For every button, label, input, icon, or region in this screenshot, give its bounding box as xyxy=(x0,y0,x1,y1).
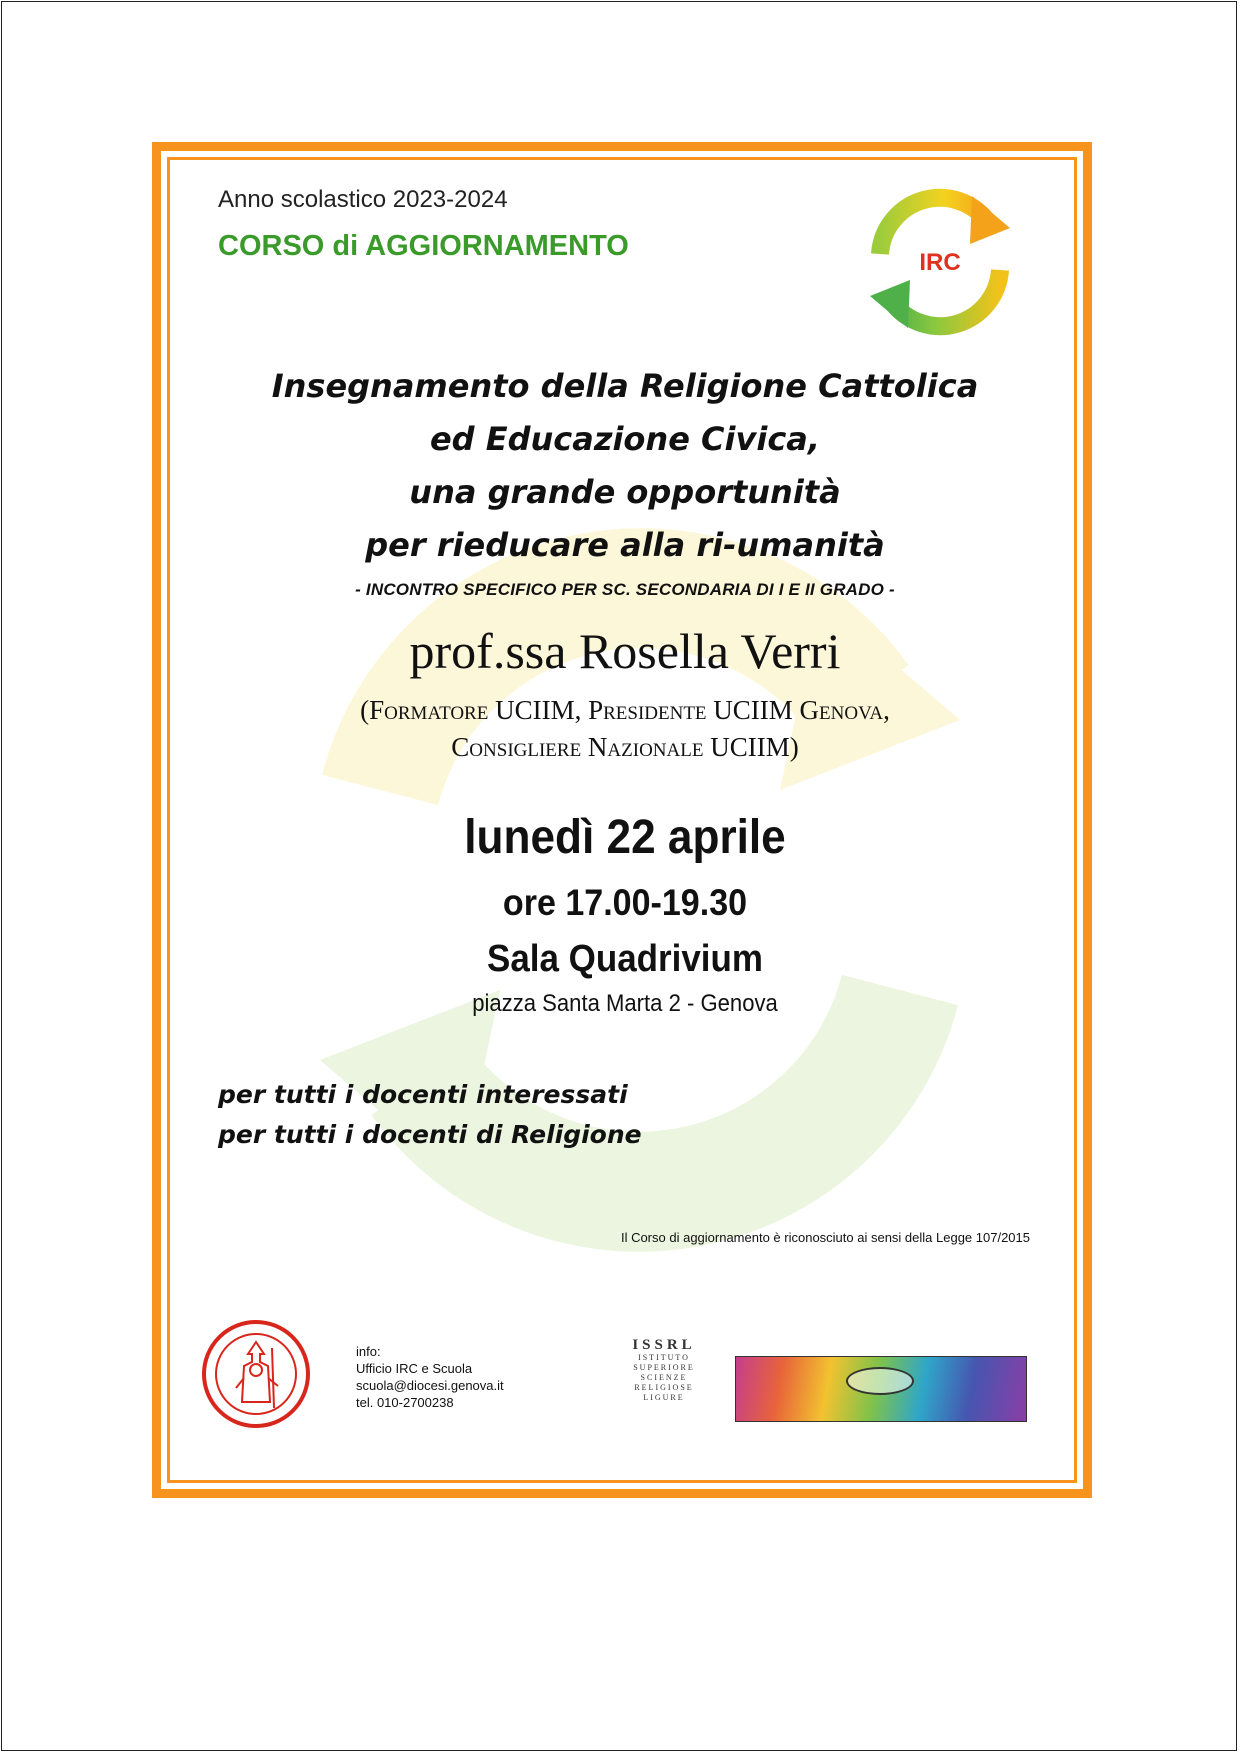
issrl-line-3: SCIENZE xyxy=(640,1373,688,1382)
legal-note: Il Corso di aggiornamento è riconosciuto ai sensi della Legge 107/2015 xyxy=(620,1230,1030,1245)
irc-logo-text: IRC xyxy=(919,249,961,276)
issrl-logo xyxy=(624,1338,704,1403)
title-line-3: una grande opportunità xyxy=(409,473,841,511)
course-subtitle: - INCONTRO SPECIFICO PER SC. SECONDARIA DI I E II GRADO - xyxy=(355,580,895,599)
event-room: Sala Quadrivium xyxy=(487,938,763,980)
event-time: ore 17.00-19.30 xyxy=(502,882,748,923)
speaker-name: prof.ssa Rosella Verri xyxy=(409,623,841,679)
school-year: Anno scolastico 2023-2024 xyxy=(218,186,508,213)
event-date: lunedì 22 aprile xyxy=(464,811,786,864)
info-label: info: xyxy=(356,1344,381,1359)
issrl-line-2: SUPERIORE xyxy=(633,1363,695,1372)
course-heading: CORSO di AGGIORNAMENTO xyxy=(218,230,629,262)
issrl-acronym: ISSRL xyxy=(632,1337,696,1353)
event-address: piazza Santa Marta 2 - Genova xyxy=(472,990,778,1017)
title-line-2: ed Educazione Civica, xyxy=(429,420,821,458)
title-line-1: Insegnamento della Religione Cattolica xyxy=(271,367,979,405)
uciim-banner xyxy=(735,1356,1027,1422)
issrl-line-5: LIGURE xyxy=(643,1393,685,1402)
contact-info xyxy=(356,1343,504,1411)
issrl-line-1: ISTITUTO xyxy=(638,1353,690,1362)
speaker-role xyxy=(170,692,1077,766)
irc-logo-icon xyxy=(860,182,1020,342)
speaker-role-line-2: Consigliere Nazionale UCIIM) xyxy=(451,732,799,762)
info-email[interactable]: scuola@diocesi.genova.it xyxy=(356,1378,504,1393)
diocese-seal-icon xyxy=(200,1318,312,1430)
title-line-4: per rieducare alla ri-umanità xyxy=(365,526,885,564)
info-phone: tel. 010-2700238 xyxy=(356,1395,454,1410)
info-office: Ufficio IRC e Scuola xyxy=(356,1361,473,1376)
audience-line-1: per tutti i docenti interessati xyxy=(218,1080,628,1109)
uciim-emblem-icon xyxy=(846,1367,914,1395)
course-title xyxy=(170,360,1077,572)
speaker-role-line-1: (Formatore UCIIM, Presidente UCIIM Genova, xyxy=(360,695,890,725)
audience-line-2: per tutti i docenti di Religione xyxy=(218,1120,642,1149)
issrl-line-4: RELIGIOSE xyxy=(634,1383,694,1392)
poster xyxy=(167,157,1077,1483)
